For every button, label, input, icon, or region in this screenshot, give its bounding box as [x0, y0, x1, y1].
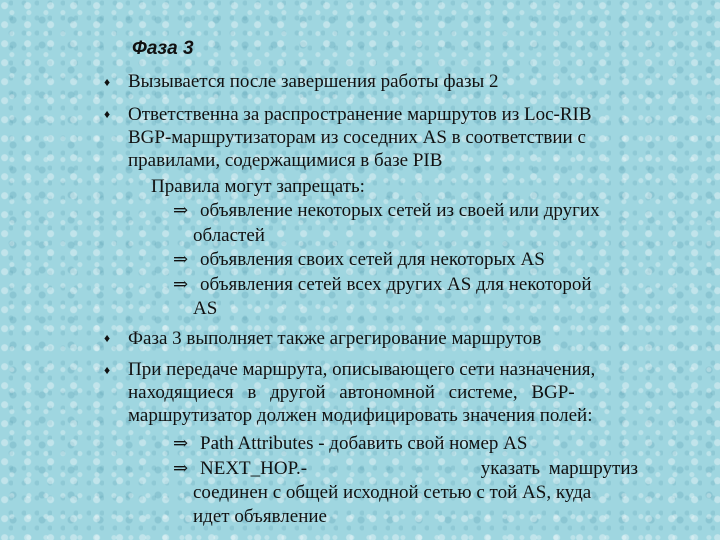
- bullet-icon: ♦: [104, 363, 111, 377]
- field-2-line-1b: указать маршрутиз: [480, 458, 638, 479]
- item-4-line-2: находящиеся в другой автономной системе, BGP-: [128, 382, 575, 403]
- item-4-line-3: маршрутизатор должен модифицировать значения полей:: [128, 405, 593, 426]
- item-2-text: [128, 103, 638, 172]
- bullet-icon: ♦: [104, 75, 111, 89]
- arrow-icon: ⇒: [173, 249, 189, 269]
- item-2-line-2: BGP-маршрутизаторам из соседних AS в соответствии с: [128, 127, 586, 148]
- rule-2-line-1: объявления своих сетей для некоторых AS: [200, 249, 545, 270]
- field-2-line-3: идет объявление: [193, 506, 327, 527]
- rule-3-line-2: AS: [193, 298, 218, 319]
- arrow-icon: ⇒: [173, 274, 189, 294]
- item-3-line-1: Фаза 3 выполняет также агрегирование маршрутов: [128, 328, 542, 349]
- bullet-icon: ♦: [104, 331, 111, 345]
- rule-3-line-1: объявления сетей всех других AS для некоторой: [200, 274, 592, 295]
- item-4-line-1: При передаче маршрута, описывающего сети назначения,: [128, 359, 596, 380]
- field-1-line-1: Path Attributes - добавить свой номер AS: [200, 433, 528, 454]
- slide-title: Фаза 3: [132, 38, 194, 59]
- item-1-line-1: Вызывается после завершения работы фазы 2: [128, 71, 499, 92]
- field-2-line-1: [200, 457, 638, 480]
- arrow-icon: ⇒: [173, 200, 189, 220]
- arrow-icon: ⇒: [173, 433, 189, 453]
- item-4-text: [128, 358, 638, 427]
- item-2-line-3: правилами, содержащимися в базе PIB: [128, 150, 443, 171]
- rules-heading: Правила могут запрещать:: [151, 176, 365, 197]
- field-2-line-2: соединен с общей исходной сетью с той AS, куда: [193, 482, 592, 503]
- item-3-text: [128, 327, 638, 350]
- rule-1-line-2: областей: [193, 225, 265, 246]
- bullet-icon: ♦: [104, 107, 111, 121]
- field-2-line-1a: NEXT_HOP.-: [200, 458, 308, 479]
- item-2-line-1: Ответственна за распространение маршрутов из Loc-RIB: [128, 104, 592, 125]
- rule-1-line-1: объявление некоторых сетей из своей или других: [200, 200, 600, 221]
- item-1-text: [128, 70, 638, 93]
- arrow-icon: ⇒: [173, 458, 189, 478]
